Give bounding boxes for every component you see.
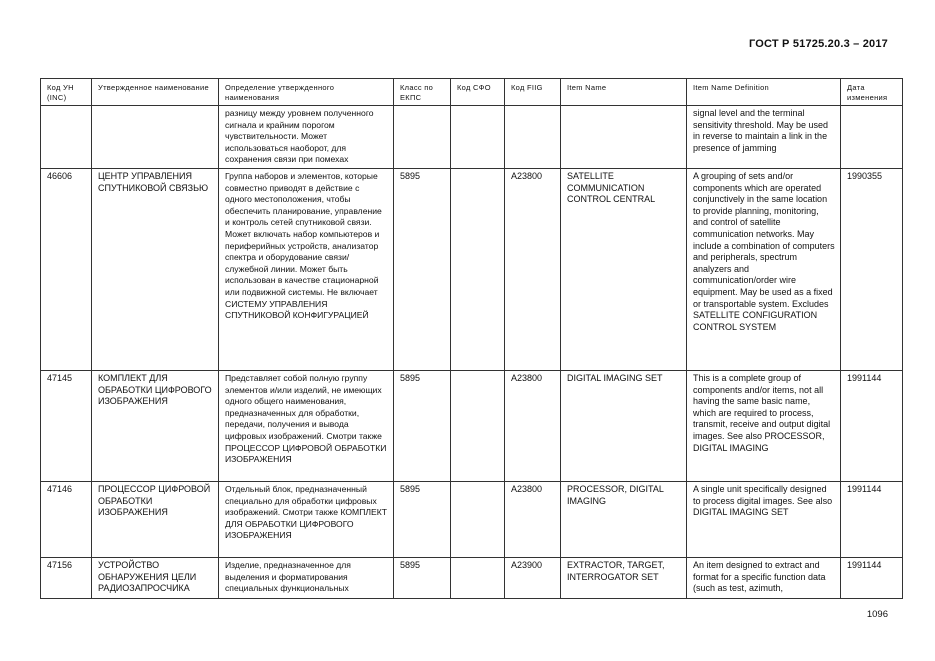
cell-sfo [451, 106, 505, 169]
cell-name-ru: УСТРОЙСТВО ОБНАРУЖЕНИЯ ЦЕЛИ РАДИОЗАПРОСЧИКА [92, 558, 219, 599]
cell-name-ru: ПРОЦЕССОР ЦИФРОВОЙ ОБРАБОТКИ ИЗОБРАЖЕНИЯ [92, 482, 219, 558]
cell-item-name: DIGITAL IMAGING SET [561, 371, 687, 482]
table-row [41, 558, 903, 599]
cell-definition-ru: Представляет собой полную группу элементов и/или изделий, не имеющих одного общего наименования, предназначенных для обработки, передачи, получения и вывода цифровых изображений. Смотри также ПРОЦЕССОР ЦИФРОВОЙ ОБРАБОТКИ ИЗОБРАЖЕНИЯ [219, 371, 394, 482]
cell-ekps [394, 106, 451, 169]
cell-definition-en: An item designed to extract and format for a specific function data (such as test, azimuth, [687, 558, 841, 599]
table-header-row [41, 79, 903, 106]
cell-inc: 46606 [41, 169, 92, 371]
cell-item-name: PROCESSOR, DIGITAL IMAGING [561, 482, 687, 558]
cell-fiig: A23900 [505, 558, 561, 599]
cell-sfo [451, 371, 505, 482]
cell-date [841, 106, 903, 169]
cell-definition-ru: разницу между уровнем полученного сигнала и крайним порогом чувствительности. Может использоваться наоборот, для сохранения связи при помехах [219, 106, 394, 169]
cell-item-name: EXTRACTOR, TARGET, INTERROGATOR SET [561, 558, 687, 599]
cell-definition-ru: Отдельный блок, предназначенный специально для обработки цифровых изображений. Смотри также КОМПЛЕКТ ДЛЯ ОБРАБОТКИ ЦИФРОВОГО ИЗОБРАЖЕНИЯ [219, 482, 394, 558]
cell-name-ru [92, 106, 219, 169]
cell-fiig: A23800 [505, 371, 561, 482]
cell-definition-en: This is a complete group of components and/or items, not all having the same basic name, which are required to process, transmit, receive and output digital images. See also PROCESSOR, DIGITAL IMAGING [687, 371, 841, 482]
table-row [41, 371, 903, 482]
header-sfo-code: Код СФО [451, 79, 505, 106]
header-change-date: Дата изменения [841, 79, 903, 106]
table-row [41, 106, 903, 169]
cell-date: 1991144 [841, 371, 903, 482]
cell-sfo [451, 482, 505, 558]
document-header: ГОСТ Р 51725.20.3 – 2017 [748, 38, 888, 50]
cell-definition-en: signal level and the terminal sensitivity threshold. May be used in reverse to maintain a link in the presence of jamming [687, 106, 841, 169]
cell-name-ru: КОМПЛЕКТ ДЛЯ ОБРАБОТКИ ЦИФРОВОГО ИЗОБРАЖЕНИЯ [92, 371, 219, 482]
header-fiig-code: Код FIIG [505, 79, 561, 106]
cell-fiig [505, 106, 561, 169]
cell-definition-ru: Изделие, предназначенное для выделения и форматирования специальных функциональных [219, 558, 394, 599]
cell-definition-en: A single unit specifically designed to process digital images. See also DIGITAL IMAGING SET [687, 482, 841, 558]
header-approved-name: Утвержденное наименование [92, 79, 219, 106]
page-number: 1096 [866, 609, 888, 620]
cell-date: 1990355 [841, 169, 903, 371]
table-row [41, 169, 903, 371]
cell-ekps: 5895 [394, 558, 451, 599]
cell-inc: 47156 [41, 558, 92, 599]
cell-date: 1991144 [841, 482, 903, 558]
cell-definition-ru: Группа наборов и элементов, которые совместно приводят в действие с одного местоположения, чтобы обеспечить планирование, управление и контроль сетей спутниковой связи. Может включать набор компьютеров и периферийных устройств, анализатор спектра и оборудование связи/служебной линии. Может быть использован в качестве стационарной или подвижной системы. Не включает СИСТЕМУ УПРАВЛЕНИЯ СПУТНИКОВОЙ КОНФИГУРАЦИЕЙ [219, 169, 394, 371]
cell-item-name: SATELLITE COMMUNICATION CONTROL CENTRAL [561, 169, 687, 371]
cell-ekps: 5895 [394, 482, 451, 558]
cell-sfo [451, 558, 505, 599]
cell-inc: 47145 [41, 371, 92, 482]
cell-ekps: 5895 [394, 169, 451, 371]
cell-sfo [451, 169, 505, 371]
header-approved-name-definition: Определение утвержденного наименования [219, 79, 394, 106]
cell-name-ru: ЦЕНТР УПРАВЛЕНИЯ СПУТНИКОВОЙ СВЯЗЬЮ [92, 169, 219, 371]
cell-ekps: 5895 [394, 371, 451, 482]
cell-inc [41, 106, 92, 169]
cell-item-name [561, 106, 687, 169]
nomenclature-table [40, 78, 903, 599]
cell-definition-en: A grouping of sets and/or components which are operated conjunctively in the same location to provide planning, monitoring, and control of satellite communication networks. May include a combination of computers and peripherals, spectrum analyzers and communication/order wire equipment. May be used as a fixed or transportable system. Excludes SATELLITE CONFIGURATION CONTROL SYSTEM [687, 169, 841, 371]
header-item-name: Item Name [561, 79, 687, 106]
cell-fiig: A23800 [505, 169, 561, 371]
table-row [41, 482, 903, 558]
cell-date: 1991144 [841, 558, 903, 599]
cell-inc: 47146 [41, 482, 92, 558]
cell-fiig: A23800 [505, 482, 561, 558]
header-inc: Код УН (INC) [41, 79, 92, 106]
header-ekps-class: Класс по ЕКПС [394, 79, 451, 106]
header-item-name-definition: Item Name Definition [687, 79, 841, 106]
